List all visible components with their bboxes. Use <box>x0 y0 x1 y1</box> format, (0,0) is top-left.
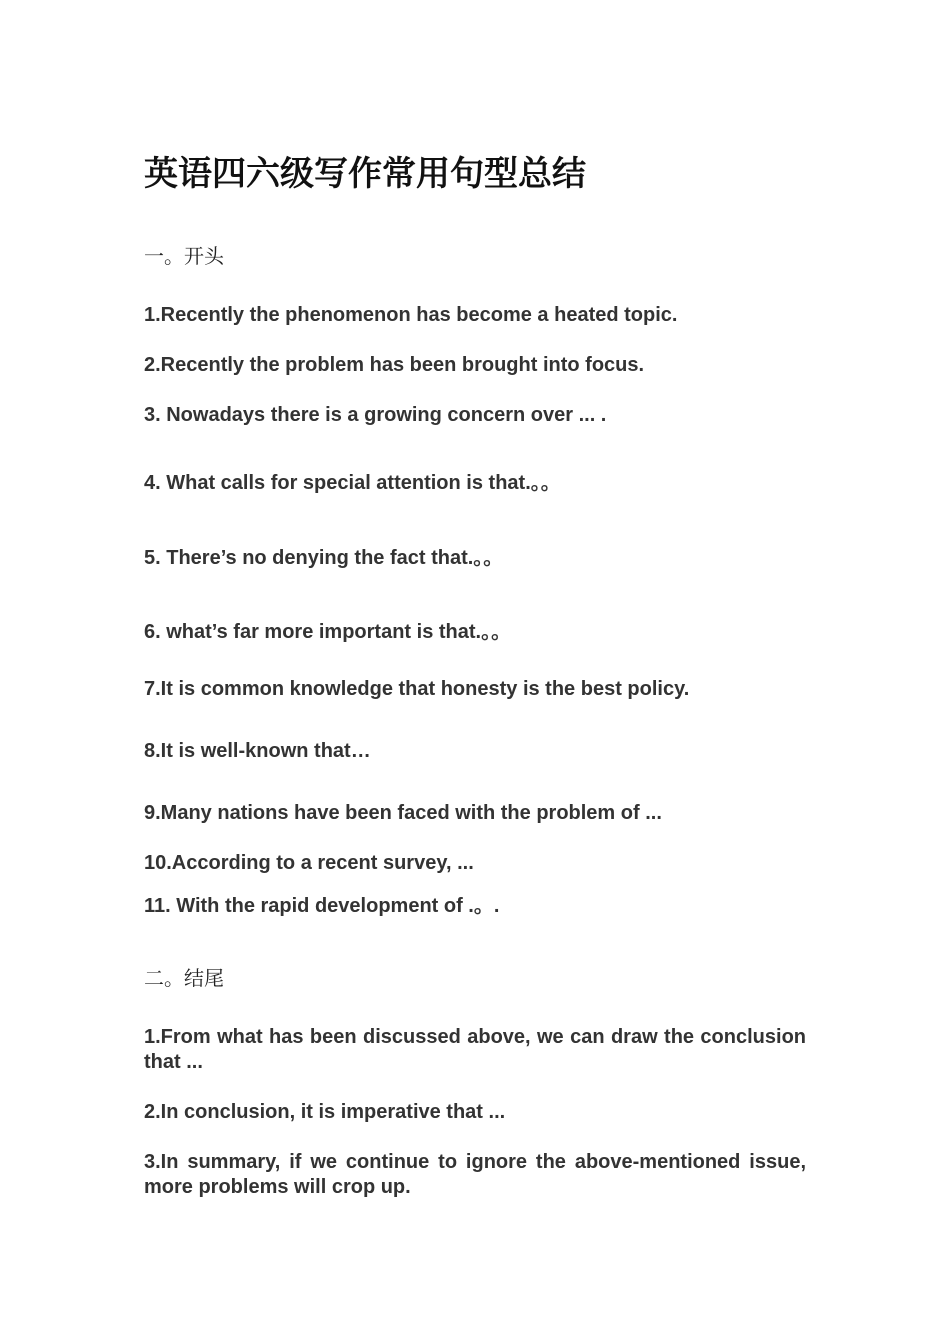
opening-sentence-7: 7.It is common knowledge that honesty is the best policy. <box>144 678 690 700</box>
section-heading-opening: 一。开头 <box>144 244 224 268</box>
opening-sentence-8: 8.It is well-known that… <box>144 740 371 762</box>
closing-sentence-3: 3.In summary, if we continue to ignore the above-mentioned issue, more problems will crop up. <box>144 1151 806 1198</box>
opening-sentence-6: 6. what’s far more important is that.。。 <box>144 621 512 643</box>
section-heading-closing: 二。结尾 <box>144 966 224 990</box>
opening-sentence-11: 11. With the rapid development of .。. <box>144 895 500 917</box>
opening-sentence-9: 9.Many nations have been faced with the problem of ... <box>144 802 662 824</box>
opening-sentence-4: 4. What calls for special attention is that.。。 <box>144 472 561 494</box>
opening-sentence-2: 2.Recently the problem has been brought into focus. <box>144 354 645 376</box>
opening-sentence-10: 10.According to a recent survey, ... <box>144 852 474 874</box>
opening-sentence-5: 5. There’s no denying the fact that.。。 <box>144 547 504 569</box>
closing-sentence-2: 2.In conclusion, it is imperative that ... <box>144 1101 506 1123</box>
opening-sentence-1: 1.Recently the phenomenon has become a heated topic. <box>144 304 678 326</box>
document-title: 英语四六级写作常用句型总结 <box>144 154 586 194</box>
closing-sentence-1: 1.From what has been discussed above, we can draw the conclusion that ... <box>144 1026 806 1073</box>
opening-sentence-3: 3. Nowadays there is a growing concern over ... . <box>144 404 607 426</box>
